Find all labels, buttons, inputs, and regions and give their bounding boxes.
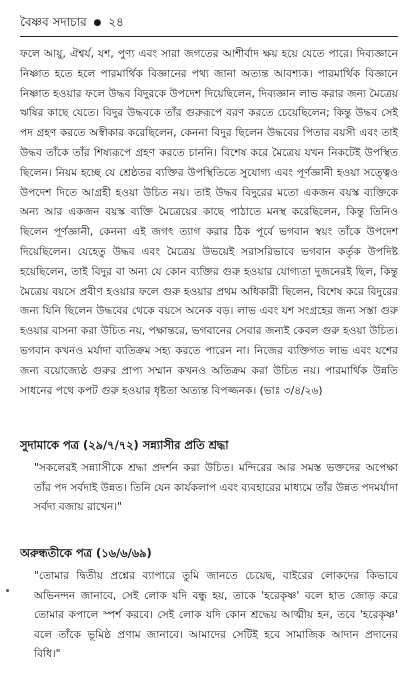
margin-mark xyxy=(6,589,9,592)
running-header xyxy=(20,14,398,31)
header-rule xyxy=(20,36,398,37)
page-number: ২৪ xyxy=(108,15,124,29)
letter-quote-sudama: "সকলেরই সন্ন্যাসীকে শ্রদ্ধা প্রদর্শন করা উচিত। মন্দিরের আর সমস্ত ভক্তদের অপেক্ষা তাঁর পদ সর্বদাই উন্নত। তিনি যেন কার্যকলাপ এবং ব্যবহারের মাধ্যমে তাঁর উন্নত পদমর্যাদা সর্বদা বজায় রাখেন।" xyxy=(34,462,398,514)
letter-quote-arundhati: "তোমার দ্বিতীয় প্রশ্নের ব্যাপারে তুমি জানতে চেয়েছ, বাইরের লোকদের কিভাবে অভিনন্দন জানাবে, সেই লোক যদি বন্ধু হয়, তাকে 'হরেকৃষ্ণ' বলে হাত জোড় করে তোমার কপালে স্পর্শ করবে। সেই লোক যদি কোন শ্রদ্ধেয় আত্মীয় হন, তবে 'হরেকৃষ্ণ' বলে তাঁকে ভূমিষ্ঠ প্রণাম জানাবে। আমাদের সেটিই হবে সামাজিক আদান প্রদানের বিধি।" xyxy=(34,570,398,661)
book-title: বৈষ্ণব সদাচার xyxy=(20,15,87,29)
main-paragraph: ফলে আয়ু, ঐশ্বর্য, যশ, পুণ্য এবং সারা জগতের আশীর্বাদ ক্ষয় হয়ে যেতে পারে। দিব্যজ্ঞানে নিষ্ণাত হতে হলে পারমার্থিক বিজ্ঞানের পথ্য জানা অত্যন্ত আবশ্যক। পারমার্থিক বিজ্ঞানে নিষ্ণাত হওয়ার ফলে উদ্ধব বিদুরকে উপদেশ দিয়েছিলেন, দিব্যজ্ঞান লাভ করার জন্য মৈত্রেয় ঋষির কাছে যেতে। বিদুর উদ্ধবকে তাঁর গুরুরূপে বরণ করতে চেয়েছিলেন; কিন্তু উদ্ধব সেই পদ গ্রহণ করতে অস্বীকার করেছিলেন, কেননা বিদুর ছিলেন উদ্ধবের পিতার বয়সী এবং তাই উদ্ধব তাঁকে তাঁর শিষ্যরূপে গ্রহণ করতে চাননি। বিশেষ করে মৈত্রেয় যখন নিকটেই উপস্থিত ছিলেন। নিয়ম হচ্ছে যে শ্রেষ্ঠতর ব্যক্তির উপস্থিতিতে সুযোগ্য এবং পূর্ণজ্ঞানী হওয়া সত্ত্বেও উপদেশ দিতে আগ্রহী হওয়া উচিত নয়। তাই উদ্ধব বিদুরের মতো একজন বয়স্ক ব্যক্তিকে অন্য আর একজন বয়স্ক ব্যক্তি মৈত্রেয়ের কাছে পাঠাতে মনস্থ করেছিলেন, কিন্তু তিনিও ছিলেন পূর্ণজ্ঞানী, কেননা এই জগৎ ত্যাগ করার ঠিক পূর্বে ভগবান স্বয়ং তাঁকে উপদেশ দিয়েছিলেন। যেহেতু উদ্ধব এবং মৈত্রেয় উভয়েই সরাসরিভাবে ভগবান কর্তৃক উপদিষ্ট হয়েছিলেন, তাই বিদুর বা অন্য যে কোন ব্যক্তির গুরু হওয়ার যোগ্যতা দুজনেরই ছিল, কিন্তু মৈত্রেয় বয়সে প্রবীণ হওয়ার ফলে গুরু হওয়ার প্রথম অধিকারী ছিলেন, বিশেষ করে বিদুরের জন্য যিনি ছিলেন উদ্ধবের থেকে বয়সে অনেক বড়। লাভ এবং যশ সংগ্রহের জন্য সস্তা গুরু হওয়ার বাসনা করা উচিত নয়, পক্ষান্তরে, ভগবানের সেবার জন্যই কেবল গুরু হওয়া উচিত। ভগবান কখনও মর্যাদা ব্যতিক্রম সহ্য করতে পারেন না। নিজের ব্যক্তিগত লাভ এবং যশের জন্য বয়োজ্যেষ্ঠ গুরুর প্রাপ্য সম্মান কখনও অতিক্রম করা উচিত নয়। পারমার্থিক উন্নতি সাধনের পথে কপট গুরু হওয়ার ধৃষ্টতা অত্যন্ত বিপজ্জনক। (ভাঃ ৩/৪/২৬) xyxy=(20,48,398,397)
letter-heading-sudama: সুদামাকে পত্র (২৯/৭/৭২) সন্ন্যাসীর প্রতি শ্রদ্ধা xyxy=(20,438,229,452)
letter-heading-arundhati: অরুন্ধতীকে পত্র (১৬/৬/৬৯) xyxy=(20,546,152,560)
bullet-separator: ● xyxy=(93,18,102,28)
